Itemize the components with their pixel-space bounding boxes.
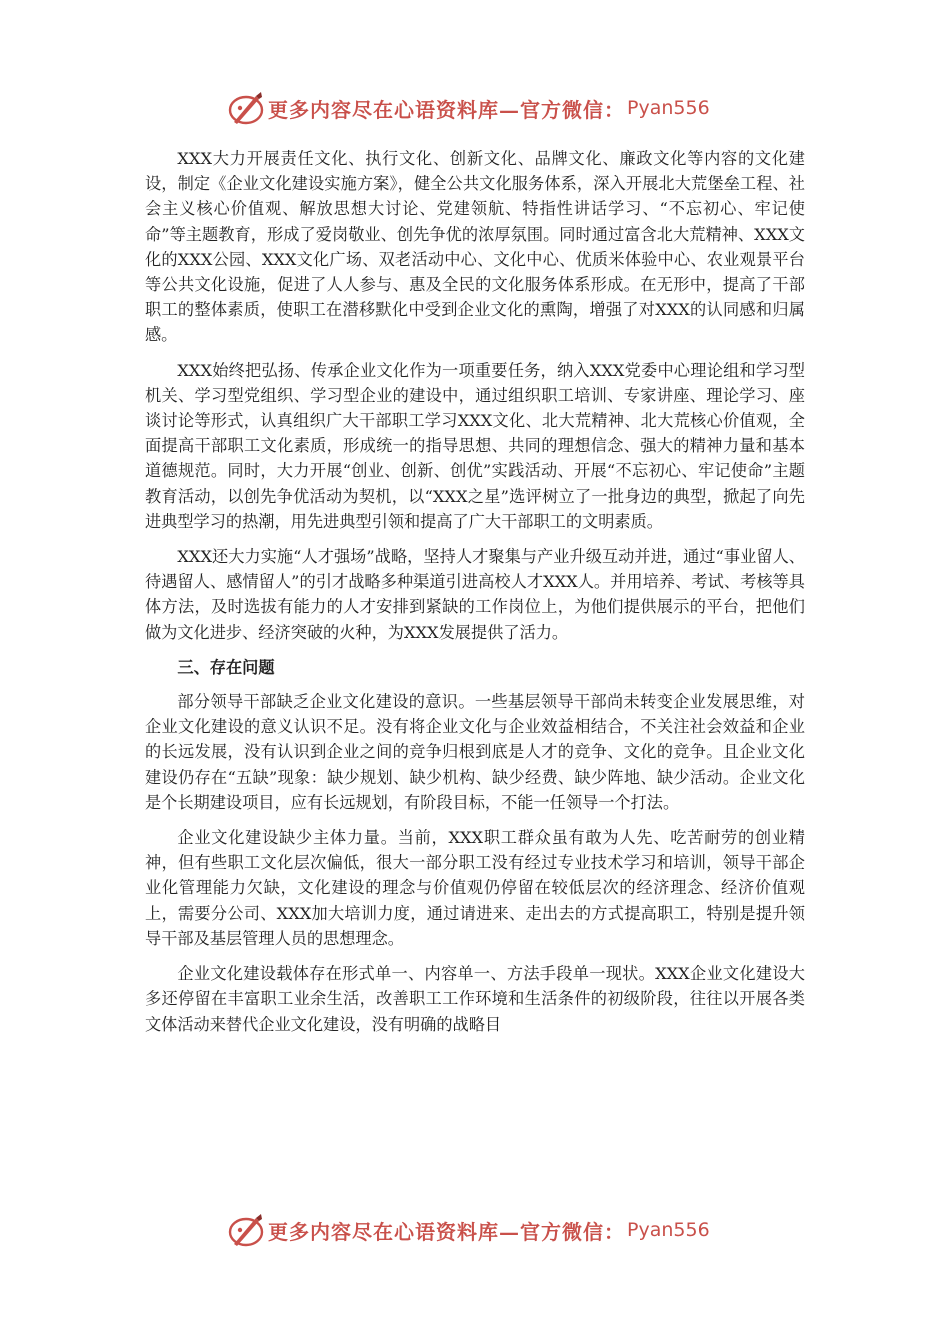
banner-text: 更多内容尽在心语资料库—官方微信： [268,97,625,122]
paragraph: XXX大力开展责任文化、执行文化、创新文化、品牌文化、廉政文化等内容的文化建设，制定《企业文化建设实施方案》，健全公共文化服务体系，深入开展北大荒堡垒工程、社会主义核心价值观、解放思想大讨论、党建领航、特指性讲话学习、“不忘初心、牢记使命”等主题教育，形成了爱岗敬业、创先争优的浓厚氛围。同时通过富含北大荒精神、XXX文化的XXX公园、XXX文化广场、双老活动中心、文化中心、优质米体验中心、农业观景平台等公共文化设施，促进了人人参与、惠及全民的文化服务体系形成。在无形中，提高了干部职工的整体素质，使职工在潜移默化中受到企业文化的熏陶，增强了对XXX的认同感和归属感。 [145,149,805,345]
paragraph: 企业文化建设载体存在形式单一、内容单一、方法手段单一现状。XXX企业文化建设大多还停留在丰富职工业余生活，改善职工工作环境和生活条件的初级阶段，往往以开展各类文体活动来替代企业文化建设，没有明确的战略目 [145,964,805,1034]
pen-logo-icon [226,88,266,128]
paragraph: 部分领导干部缺乏企业文化建设的意识。一些基层领导干部尚未转变企业发展思维，对企业文化建设的意义认识不足。没有将企业文化与企业效益相结合，不关注社会效益和企业的长远发展，没有认识到企业之间的竞争归根到底是人才的竞争、文化的竞争。且企业文化建设仍存在“五缺”现象：缺少规划、缺少机构、缺少经费、缺少阵地、缺少活动。企业文化是个长期建设项目，应有长远规划，有阶段目标，不能一任领导一个打法。 [145,692,805,812]
banner-text: 更多内容尽在心语资料库—官方微信： [268,1219,625,1244]
wechat-id: Pyan556 [627,1219,710,1241]
section-heading: 三、存在问题 [177,657,275,677]
header-banner [226,86,746,130]
wechat-id: Pyan556 [627,97,710,119]
pen-logo-icon [226,1210,266,1250]
document-body [145,146,805,1047]
paragraph: XXX始终把弘扬、传承企业文化作为一项重要任务，纳入XXX党委中心理论组和学习型机关、学习型党组织、学习型企业的建设中，通过组织职工培训、专家讲座、理论学习、座谈讨论等形式，认真组织广大干部职工学习XXX文化、北大荒精神、北大荒核心价值观，全面提高干部职工文化素质，形成统一的指导思想、共同的理想信念、强大的精神力量和基本道德规范。同时，大力开展“创业、创新、创优”实践活动、开展“不忘初心、牢记使命”主题教育活动，以创先争优活动为契机，以“XXX之星”选评树立了一批身边的典型，掀起了向先进典型学习的热潮，用先进典型引领和提高了广大干部职工的文明素质。 [145,360,805,531]
paragraph: 企业文化建设缺少主体力量。当前，XXX职工群众虽有敢为人先、吃苦耐劳的创业精神，但有些职工文化层次偏低，很大一部分职工没有经过专业技术学习和培训，领导干部企业化管理能力欠缺，文化建设的理念与价值观仍停留在较低层次的经济理念、经济价值观上，需要分公司、XXX加大培训力度，通过请进来、走出去的方式提高职工，特别是提升领导干部及基层管理人员的思想理念。 [145,828,805,948]
paragraph: XXX还大力实施“人才强场”战略，坚持人才聚集与产业升级互动并进，通过“事业留人、待遇留人、感情留人”的引才战略多种渠道引进高校人才XXX人。并用培养、考试、考核等具体方法，及时选拔有能力的人才安排到紧缺的工作岗位上，为他们提供展示的平台，把他们做为文化进步、经济突破的火种，为XXX发展提供了活力。 [145,547,805,642]
footer-banner [226,1208,746,1252]
